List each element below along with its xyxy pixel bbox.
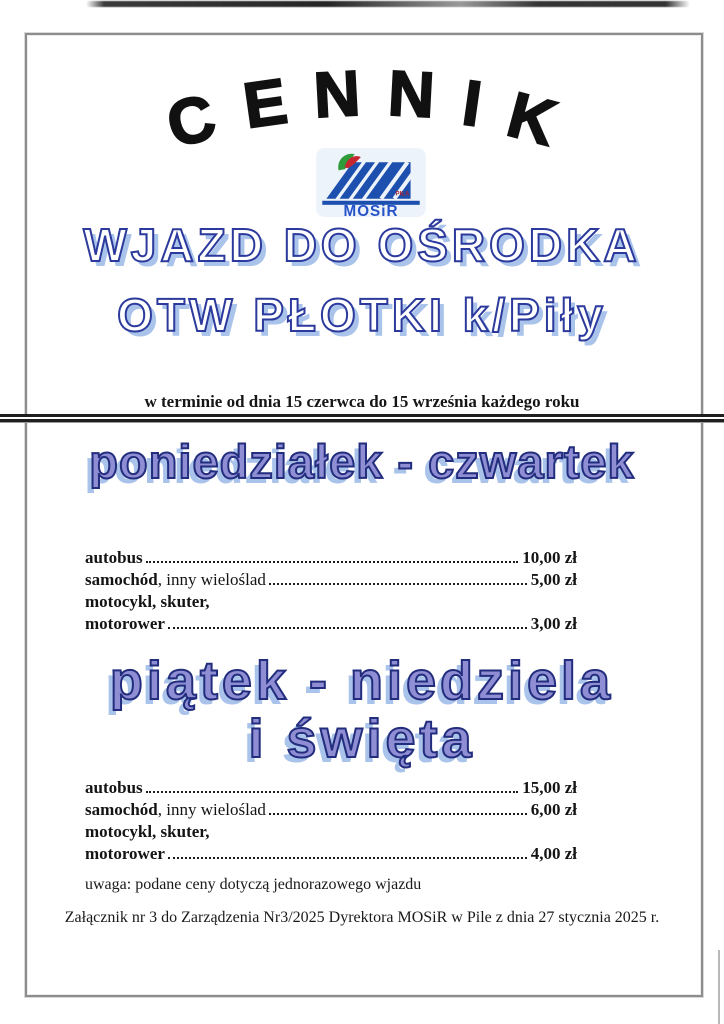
price-value: 5,00 zł — [530, 570, 577, 589]
title-letter: K — [500, 78, 565, 160]
price-item-name: samochód — [85, 800, 158, 819]
logo-name-label: MOSiR — [343, 202, 399, 217]
price-item-name: motorower — [85, 844, 165, 863]
price-value: 3,00 zł — [530, 614, 577, 633]
section-title-weekend-line2: i święta — [248, 709, 476, 769]
dotted-leader — [269, 810, 527, 815]
price-item-desc: , inny wieloślad — [157, 570, 266, 589]
title-letter: I — [457, 66, 486, 141]
price-value: 4,00 zł — [530, 844, 577, 863]
logo-city-label: PIŁA — [395, 190, 410, 198]
section-title-weekday: poniedziałek - czwartek — [89, 435, 635, 488]
price-row-motocykl — [85, 592, 577, 614]
attachment-reference: Załącznik nr 3 do Zarządzenia Nr3/2025 Dyrektora MOSiR w Pile z dnia 27 stycznia 2025 r. — [64, 909, 660, 926]
price-item-name: autobus — [85, 778, 143, 797]
price-item-desc: , inny wieloślad — [157, 800, 266, 819]
dotted-leader — [146, 788, 519, 793]
price-row-autobus — [85, 778, 577, 800]
dotted-leader — [146, 558, 519, 563]
scan-artifact-top — [86, 1, 690, 7]
note-single-entry: uwaga: podane ceny dotyczą jednorazowego wjazdu — [85, 876, 422, 893]
price-row-motorower — [85, 614, 577, 636]
mosir-logo-graphic — [316, 148, 426, 217]
title-letter: E — [238, 64, 291, 142]
price-item-name: samochód — [85, 570, 158, 589]
price-item-name: motorower — [85, 614, 165, 633]
title-letter: C — [159, 80, 224, 162]
price-row-samochod — [85, 570, 577, 592]
title-letter: N — [386, 56, 437, 132]
price-item-name: motocykl, skuter, — [85, 822, 210, 841]
price-item-name: motocykl, skuter, — [85, 592, 210, 611]
price-item-name: autobus — [85, 548, 143, 567]
dotted-leader — [168, 624, 527, 629]
weekend-price-list — [85, 778, 577, 866]
section-title-weekend-line1: piątek - niedziela — [109, 651, 615, 711]
title-letter: N — [312, 56, 363, 132]
dotted-leader — [269, 580, 527, 585]
price-value: 6,00 zł — [530, 800, 577, 819]
heading-entry-line1: WJAZD DO OŚRODKA — [83, 219, 641, 271]
validity-period-text: w terminie od dnia 15 czerwca do 15 września każdego roku — [144, 392, 580, 411]
price-row-autobus — [85, 548, 577, 570]
section-divider — [0, 414, 724, 423]
price-value: 15,00 zł — [522, 778, 577, 797]
price-row-motorower — [85, 844, 577, 866]
price-row-samochod — [85, 800, 577, 822]
scan-artifact-right — [718, 950, 720, 1024]
dotted-leader — [168, 854, 527, 859]
price-value: 10,00 zł — [522, 548, 577, 567]
heading-entry-line2: OTW PŁOTKI k/Piły — [117, 289, 607, 341]
mosir-logo — [316, 148, 426, 217]
weekday-price-list — [85, 548, 577, 636]
price-row-motocykl — [85, 822, 577, 844]
